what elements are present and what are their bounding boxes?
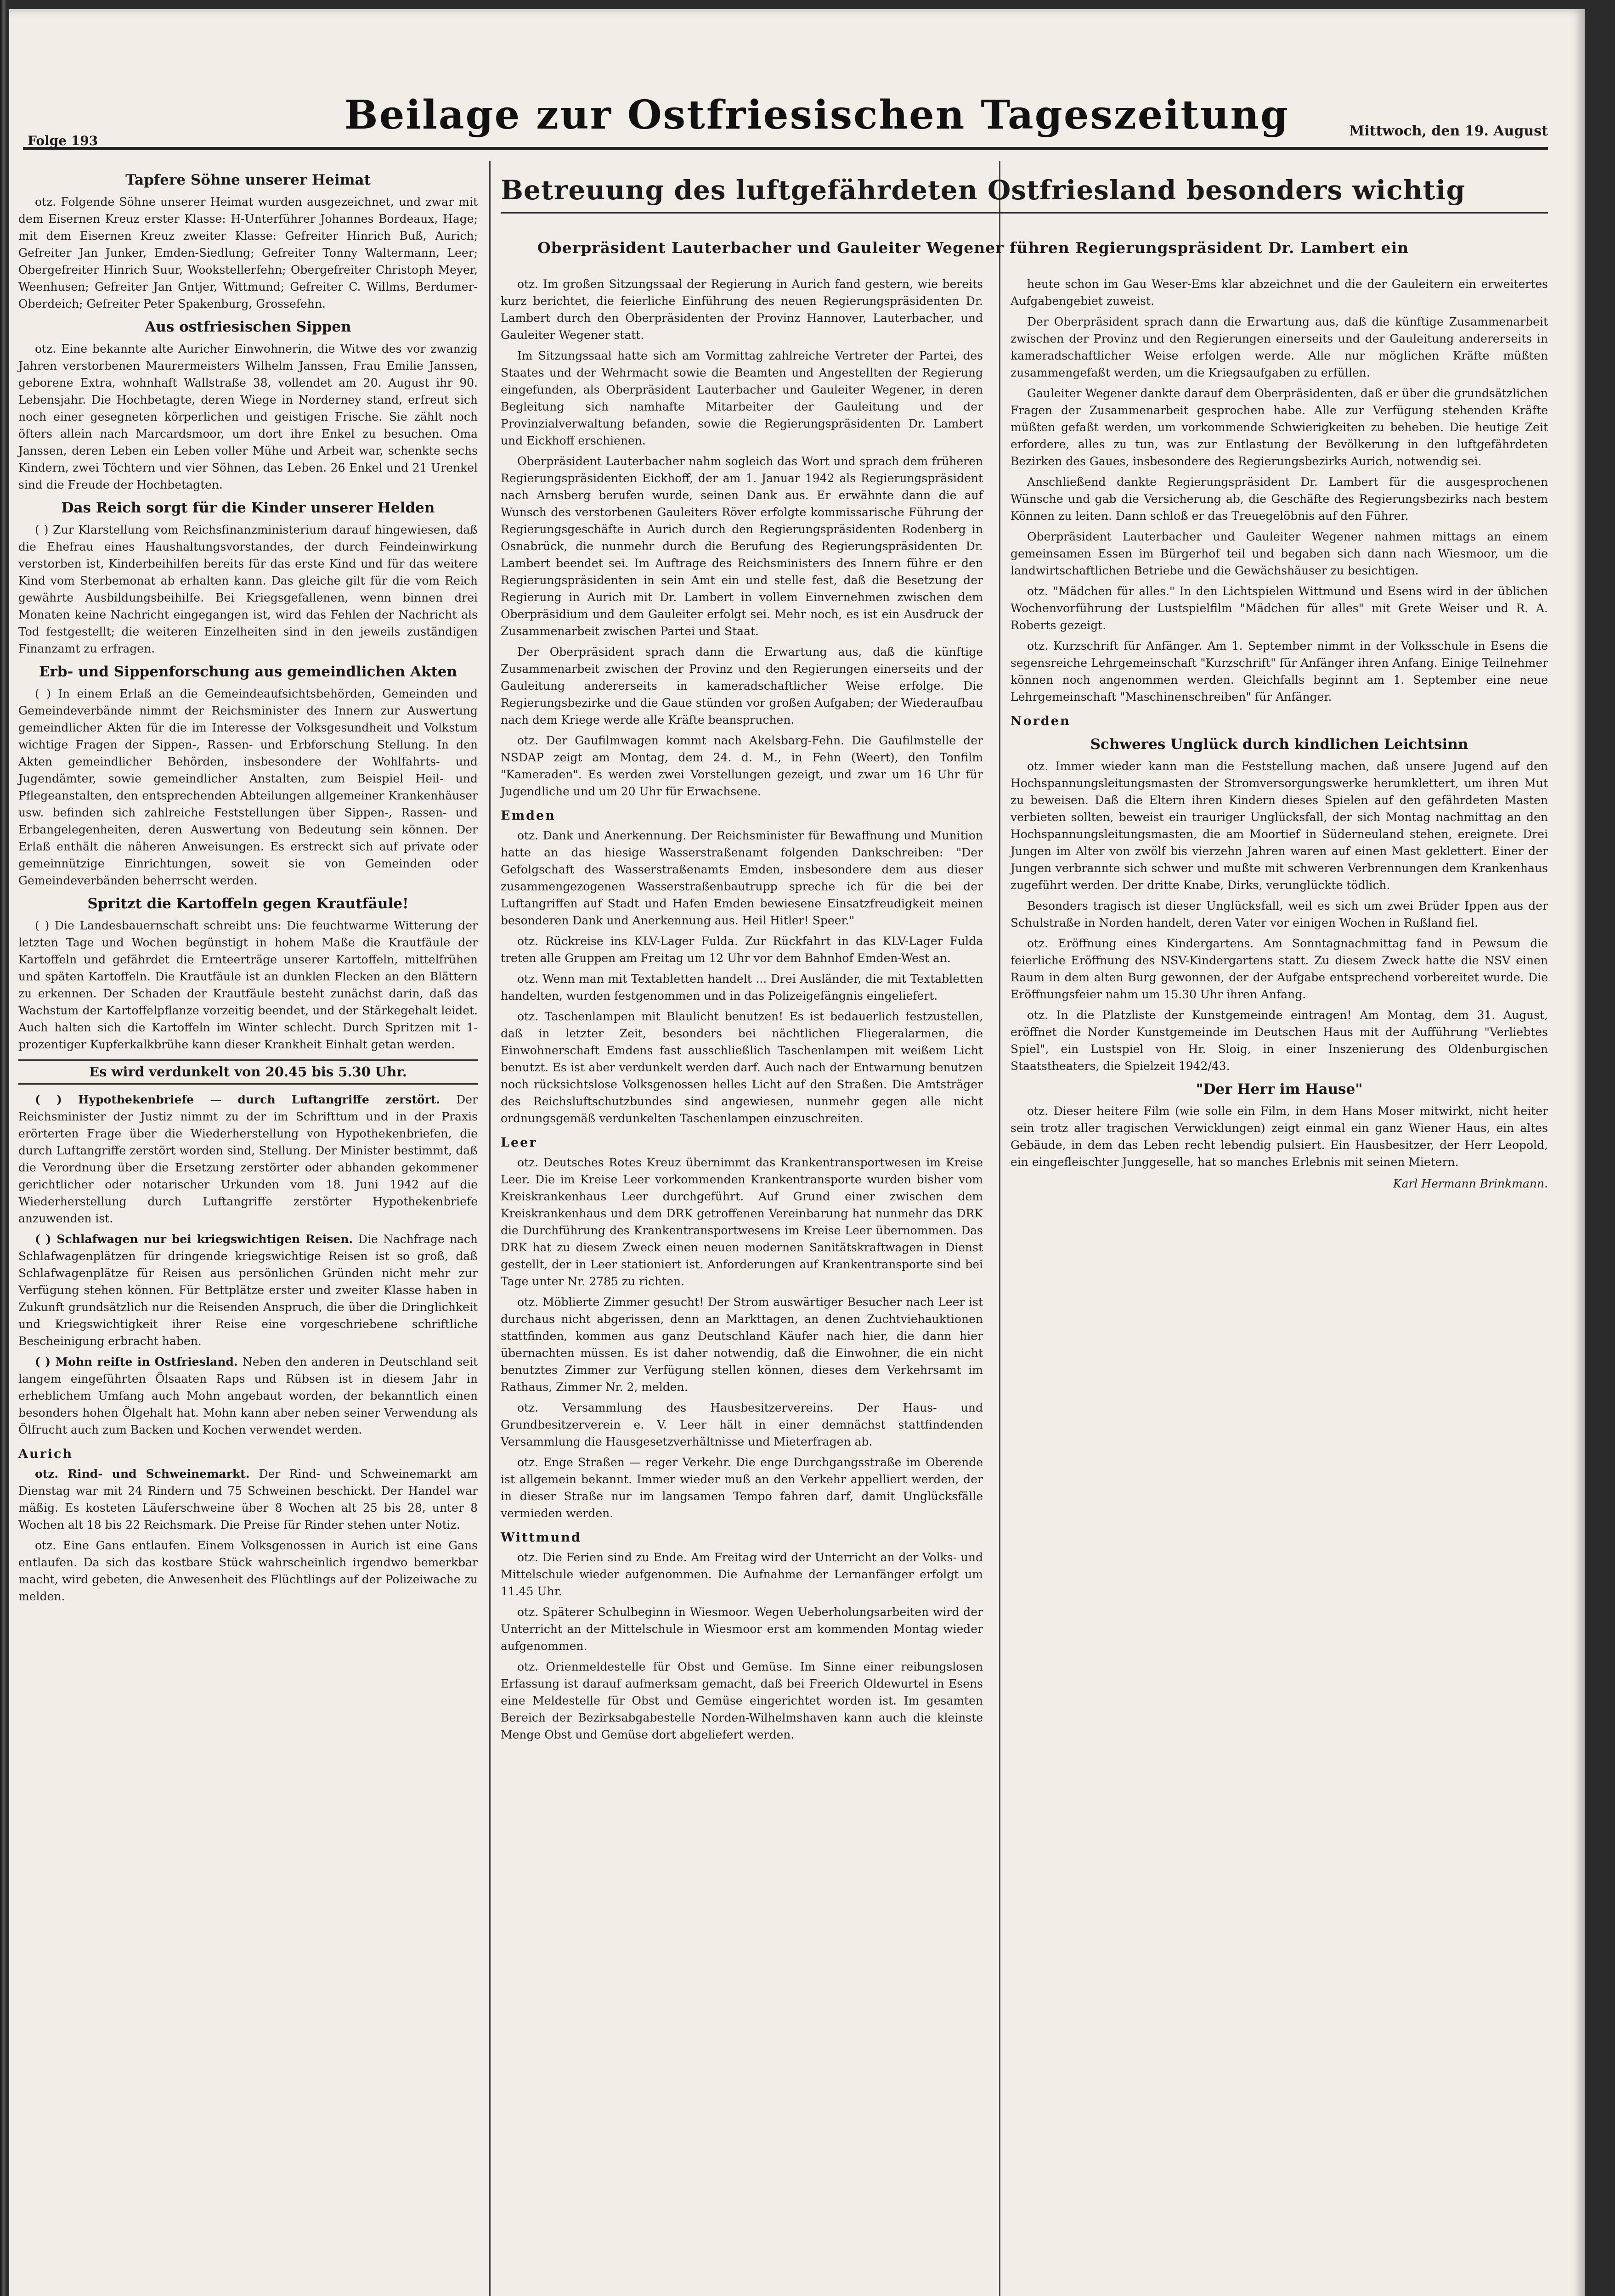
section-title: Aurich xyxy=(18,1447,73,1461)
article-paragraph: ( ) Die Landesbauernschaft schreibt uns: Die feuchtwarme Witterung der letzten Tage und Wochen begünstigt in hohem Maße die Krautfäule der Kartoffeln und gefährdet die Ernteerträge unserer Kartoffeln, mittelfrühen und späten Kartoffeln. Die Krautfäule ist an dunklen Flecken an den Blättern zu erkennen. Der Schaden der Krautfäule besteht zunächst darin, daß das Wachstum der Kartoffelpflanze vorzeitig beendet, und der Stärkegehalt leidet. Auch halten sich die Kartoffeln im Winter schlecht. Durch Spritzen mit 1-prozentiger Kupferkalkbrühe kann dieser Krankheit Einhalt getan werden. xyxy=(18,919,478,1051)
article-lead: ( ) Mohn reifte in Ostfriesland. xyxy=(35,1355,243,1368)
article-headline: Tapfere Söhne unserer Heimat xyxy=(125,172,371,188)
author-signature: Karl Hermann Brinkmann. xyxy=(1393,1177,1548,1190)
article-text: Neben den anderen in Deutschland seit langem eingeführten Ölsaaten Raps und Rübsen ist in diesem Jahr in erheblichem Umfang auch Mohn angebaut worden, der bekanntlich einen besonders hohen Ölgehalt hat. Mohn kann aber neben seiner Verwendung als Ölfrucht auch zum Backen und Kochen verwendet werden. xyxy=(18,1355,478,1436)
center-column xyxy=(501,276,983,1747)
article-text: Der Rind- und Schweinemarkt am Dienstag war mit 24 Rindern und 75 Schweinen beschickt. Der Handel war mäßig. Es kosteten Läuferschweine über 8 Wochen alt 25 bis 28, unter 8 Wochen alt 18 bis 22 Reichsmark. Die Preise für Rinder stehen unter Notiz. xyxy=(18,1467,478,1531)
lead-article-paragraph: heute schon im Gau Weser-Ems klar abzeichnet und die der Gauleitern ein erweitertes Aufgabengebiet zuweist. xyxy=(1011,277,1548,308)
article-headline: Aus ostfriesischen Sippen xyxy=(145,319,351,335)
article-paragraph: otz. Der Gaufilmwagen kommt nach Akelsbarg-Fehn. Die Gaufilmstelle der NSDAP zeigt am Montag, dem 24. d. M., in Fehn (Weert), den Tonfilm "Kameraden". Es werden zwei Vorstellungen gezeigt, und zwar um 16 Uhr für Jugendliche und um 20 Uhr für Erwachsene. xyxy=(501,734,983,798)
column-divider xyxy=(999,161,1000,2296)
article-paragraph xyxy=(18,1465,478,1533)
lead-article-paragraph: Der Oberpräsident sprach dann die Erwartung aus, daß die künftige Zusammenarbeit zwischen der Provinz und den Regierungen einerseits und der Gauleitung andererseits in kameradschaftlicher Weise erfolge. Die Regierungsbezirke und die Gaue stünden vor großen Aufgaben; der Wiederaufbau nach dem Kriege werde alle Kräfte beanspruchen. xyxy=(501,645,983,726)
article-paragraph: otz. Enge Straßen — reger Verkehr. Die enge Durchgangsstraße im Oberende ist allgemein bekannt. Immer wieder muß an den Verkehr appelliert werden, der in dieser Straße nur im langsamen Tempo fahren darf, damit Unglücksfälle vermieden werden. xyxy=(501,1456,983,1520)
article-paragraph: ( ) Zur Klarstellung vom Reichsfinanzministerium darauf hingewiesen, daß die Ehefrau eines Haushaltungsvorstandes, der durch Feindeinwirkung verstorben ist, Kinderbeihilfen bereits für das erste Kind und für das weitere Kind vom Sterbemonat ab erhalten kann. Das gleiche gilt für die vom Reich gewährte Ausbildungsbeihilfe. Bei Kriegsgefallenen, wenn binnen drei Monaten keine Nachricht eingegangen ist, wird das Fehlen der Nachricht als Tod festgestellt; die weiteren Einzelheiten sind in den jeweils zuständigen Finanzamt zu erfragen. xyxy=(18,523,478,655)
article-paragraph: otz. In die Platzliste der Kunstgemeinde eintragen! Am Montag, dem 31. August, eröffnet die Norder Kunstgemeinde im Deutschen Haus mit der Aufführung "Verliebtes Spiel", ein Lustspiel von Hr. Sloig, in einer Inszenierung des Oldenburgischen Staatstheaters, die Spielzeit 1942/43. xyxy=(1011,1008,1548,1073)
article-paragraph xyxy=(18,1353,478,1438)
article-paragraph: otz. Taschenlampen mit Blaulicht benutzen! Es ist bedauerlich festzustellen, daß in letzter Zeit, besonders bei nächtlichen Fliegeralarmen, die Einwohnerschaft Emdens fast ausschließlich Taschenlampen mit weißem Licht benutzt. Es ist aber verdunkelt werden darf. Auch nach der Entwarnung benutzen noch rücksichtslose Volksgenossen helles Licht auf den Straßen. Die Amtsträger des Reichsluftschutzbundes sind angewiesen, nunmehr gegen alle nicht ordnungsgemäß verdunkelten Taschenlampen einzuschreiten. xyxy=(501,1010,983,1125)
lead-article-paragraph: Oberpräsident Lauterbacher und Gauleiter Wegener nahmen mittags an einem gemeinsamen Essen im Bürgerhof teil und begaben sich dann nach Wiesmoor, um die landwirtschaftlichen Betriebe und die Gewächshäuser zu besichtigen. xyxy=(1011,530,1548,577)
article-lead: ( ) Hypothekenbriefe — durch Luftangriffe zerstört. xyxy=(35,1093,457,1106)
article-paragraph: otz. Möblierte Zimmer gesucht! Der Strom auswärtiger Besucher nach Leer ist durchaus nicht abgerissen, denn an Markttagen, an denen Zuchtviehauktionen stattfinden, kommen aus ganz Deutschland Käufer nach hier, die dann hier übernachten müssen. Es ist daher notwendig, daß die Einwohner, die ein nicht benutztes Zimmer zur Verfügung stellen können, dieses dem Verkehrsamt im Rathaus, Zimmer Nr. 2, melden. xyxy=(501,1295,983,1394)
article-headline: Spritzt die Kartoffeln gegen Krautfäule! xyxy=(87,895,409,912)
section-title: Leer xyxy=(501,1136,537,1150)
article-headline: Schweres Unglück durch kindlichen Leichtsinn xyxy=(1090,736,1468,753)
article-headline: "Der Herr im Hause" xyxy=(1196,1081,1363,1097)
left-column xyxy=(18,165,478,1609)
article-paragraph: otz. "Mädchen für alles." In den Lichtspielen Wittmund und Esens wird in der üblichen Wochenvorführung der Lustspielfilm "Mädchen für alles" mit Grete Weiser und R. A. Roberts gezeigt. xyxy=(1011,585,1548,632)
issue-number: Folge 193 xyxy=(28,133,98,148)
article-paragraph: otz. Rückreise ins KLV-Lager Fulda. Zur Rückfahrt in das KLV-Lager Fulda treten alle Gruppen am Freitag um 12 Uhr vor dem Bahnhof Emden-West an. xyxy=(501,934,983,965)
article-paragraph: otz. Kurzschrift für Anfänger. Am 1. September nimmt in der Volksschule in Esens die segensreiche Lehrgemeinschaft "Kurzschrift" für Anfänger ihren Anfang. Einige Teilnehmer können noch angenommen werden. Gleichfalls beginnt am 1. September eine neue Lehrgemeinschaft "Maschinenschreiben" für Anfänger. xyxy=(1011,639,1548,703)
right-column xyxy=(1011,276,1548,1192)
masthead xyxy=(23,83,1548,150)
section-title: Emden xyxy=(501,809,556,823)
article-paragraph: otz. Wenn man mit Textabletten handelt ... Drei Ausländer, die mit Textabletten handelten, wurden festgenommen und in das Polizeigefängnis eingeliefert. xyxy=(501,972,983,1002)
article-paragraph: otz. Immer wieder kann man die Feststellung machen, daß unsere Jugend auf den Hochspannungsleitungsmasten der Stromversorgungswerke herumklettert, um ihren Mut zu beweisen. Daß die Eltern ihren Kindern dieses Spielen auf den gefährdeten Masten verbieten sollten, beweist ein trauriger Unglücksfall, der sich Montag nachmittag an den Hochspannungsleitungsmasten, die am Moortief in Süderneuland stehen, ereignete. Drei Jungen im Alter von zwölf bis vierzehn Jahren waren auf einen Mast geklettert. Einer der Jungen verbrannte sich schwer und mußte mit schweren Verbrennungen dem Krankenhaus zugeführt werden. Der dritte Knabe, Dirks, verunglückte tödlich. xyxy=(1011,760,1548,892)
article-headline: Erb- und Sippenforschung aus gemeindlichen Akten xyxy=(39,664,457,680)
article-paragraph: otz. Eröffnung eines Kindergartens. Am Sonntagnachmittag fand in Pewsum die feierliche Eröffnung des NSV-Kindergartens statt. Zu diesem Zweck hatte die NSV einen Raum in dem alten Burg gewonnen, der der Aufgabe entsprechend vorbereitet wurde. Die Eröffnungsfeier nahm um 15.30 Uhr ihren Anfang. xyxy=(1011,937,1548,1001)
lead-subhead: Oberpräsident Lauterbacher und Gauleiter Wegener führen Regierungspräsident Dr. Lambert ein xyxy=(537,239,1409,257)
issue-date: Mittwoch, den 19. August xyxy=(1349,123,1548,139)
article-paragraph: otz. Eine Gans entlaufen. Einem Volksgenossen in Aurich ist eine Gans entlaufen. Da sich das kostbare Stück wahrscheinlich irgendwo bemerkbar macht, wird gebeten, die Anwesenheit des Flüchtlings auf der Polizeiwache zu melden. xyxy=(18,1539,478,1603)
article-paragraph: otz. Dieser heitere Film (wie solle ein Film, in dem Hans Moser mitwirkt, nicht heiter sein trotz aller tragischen Verwicklungen) zeigt einmal ein ganz Wiener Haus, ein altes Gebäude, in dem das Leben recht lebendig pulsiert. Ein Hausbesitzer, der Herr Leopold, ein eingefleischter Junggeselle, hat so manches Erlebnis mit seinen Mietern. xyxy=(1011,1104,1548,1169)
article-paragraph: otz. Die Ferien sind zu Ende. Am Freitag wird der Unterricht an der Volks- und Mittelschule wieder aufgenommen. Die Aufnahme der Lernanfänger erfolgt um 11.45 Uhr. xyxy=(501,1551,983,1598)
section-title: Wittmund xyxy=(501,1531,582,1545)
lead-headline: Betreuung des luftgefährdeten Ostfriesland besonders wichtig xyxy=(501,174,1548,214)
article-paragraph: otz. Deutsches Rotes Kreuz übernimmt das Krankentransportwesen im Kreise Leer. Die im Kreise Leer vorkommenden Krankentransporte wurden bisher vom Kreiskrankenhaus Leer durchgeführt. Auf Grund einer zwischen dem Kreiskrankenhaus und dem DRK getroffenen Vereinbarung hat nunmehr das DRK die Durchführung des Krankentransportwesens im Kreise Leer übernommen. Das DRK hat zu diesem Zweck einen neuen modernen Sanitätskraftwagen in Dienst gestellt, der in Leer stationiert ist. Anforderungen auf Krankentransporte sind bei Tage unter Nr. 2785 zu richten. xyxy=(501,1156,983,1288)
lead-article-paragraph: Im Sitzungssaal hatte sich am Vormittag zahlreiche Vertreter der Partei, des Staates und der Wehrmacht sowie die Beamten und Angestellten der Regierung eingefunden, als Oberpräsident Lauterbacher und Gauleiter Wegener, in deren Begleitung sich namhafte Mitarbeiter der Gauleitung und der Provinzialverwaltung befanden, sowie die Regierungspräsidenten Dr. Lambert und Eickhoff erschienen. xyxy=(501,349,983,447)
section-title: Norden xyxy=(1011,714,1071,728)
lead-article-paragraph: Der Oberpräsident sprach dann die Erwartung aus, daß die künftige Zusammenarbeit zwischen der Provinz und den Regierungen einerseits und der Gauleitung andererseits in kameradschaftlicher Weise erfolgen werde. Alle nur möglichen Kräfte müßten zusammengefaßt werden, um die Kriegsaufgaben zu erfüllen. xyxy=(1011,315,1548,379)
article-paragraph: otz. Späterer Schulbeginn in Wiesmoor. Wegen Ueberholungsarbeiten wird der Unterricht an der Mittelschule in Wiesmoor erst am kommenden Montag wieder aufgenommen. xyxy=(501,1605,983,1653)
column-divider xyxy=(489,161,491,2296)
article-paragraph: otz. Dank und Anerkennung. Der Reichsminister für Bewaffnung und Munition hatte an das hiesige Wasserstraßenamt folgenden Dankschreiben: "Der Gefolgschaft des Wasserstraßenamts Emden, insbesondere dem aus dieser zusammengezogenen Wasserstraßenbautrupp spreche ich für die bei der Luftangriffen auf Stadt und Hafen Emden bewiesene Einsatzfreudigkeit meinen besonderen Dank und Anerkennung aus. Heil Hitler! Speer." xyxy=(501,829,983,927)
blackout-notice: Es wird verdunkelt von 20.45 bis 5.30 Uhr. xyxy=(18,1059,478,1085)
article-headline: Das Reich sorgt für die Kinder unserer Helden xyxy=(61,500,435,516)
article-paragraph: otz. Folgende Söhne unserer Heimat wurden ausgezeichnet, und zwar mit dem Eisernen Kreuz erster Klasse: H-Unterführer Johannes Bordeaux, Hage; mit dem Eisernen Kreuz zweiter Klasse: Gefreiter Hinrich Buß, Aurich; Gefreiter Jan Junker, Emden-Siedlung; Gefreiter Tonny Waltermann, Leer; Obergefreiter Hinrich Suur, Wookstellerfehn; Obergefreiter Christoph Meyer, Weenhusen; Gefreiter Jan Gntjer, Wittmund; Gefreiter C. Willms, Berdumer-Oberdeich; Gefreiter Peter Spakenburg, Grossefehn. xyxy=(18,195,478,310)
article-lead: ( ) Schlafwagen nur bei kriegswichtigen Reisen. xyxy=(35,1232,358,1246)
lead-article-paragraph: Gauleiter Wegener dankte darauf dem Oberpräsidenten, daß er über die grundsätzlichen Fragen der Zusammenarbeit gesprochen habe. Alle zur Verfügung stehenden Kräfte müßten gefaßt werden, um vorkommende Schwierigkeiten zu beheben. Die heutige Zeit erfordere, alles zu tun, was zur Entlastung der Bevölkerung in den luftgefährdeten Bezirken des Gaues, insbesondere des Regierungsbezirks Aurich, notwendig sei. xyxy=(1011,387,1548,468)
lead-article-paragraph: Oberpräsident Lauterbacher nahm sogleich das Wort und sprach dem früheren Regierungspräsidenten Eickhoff, der am 1. Januar 1942 als Regierungspräsident nach Arnsberg berufen wurde, seinen Dank aus. Er erwähnte dann die auf Wunsch des verstorbenen Gauleiters Röver erfolgte kommissarische Führung der Regierungsgeschäfte in Aurich durch den Regierungspräsidenten Rodenberg in Osnabrück, die nunmehr durch die Berufung des Regierungspräsidenten Dr. Lambert beendet sei. Im Auftrage des Reichsministers des Innern führe er den Regierungspräsidenten in sein Amt ein und stelle fest, daß die Besetzung der Regierung in Aurich mit Dr. Lambert in vollem Einvernehmen zwischen dem Oberpräsidium und dem Gauleiter erfolgt sei. Mehr noch, es ist ein Ausdruck der Zusammenarbeit zwischen Partei und Staat. xyxy=(501,455,983,638)
article-lead: otz. Rind- und Schweinemarkt. xyxy=(35,1467,259,1480)
article-paragraph xyxy=(18,1091,478,1227)
newspaper-title: Beilage zur Ostfriesischen Tageszeitung xyxy=(344,92,1290,138)
article-text: Der Reichsminister der Justiz nimmt zu der im Schrifttum und in der Praxis erörterten Frage über die Wiederherstellung von Hypothekenbriefen, die durch Luftangriffe zerstört worden sind, Stellung. Der Minister bestimmt, daß die Verordnung über die Ersetzung zerstörter oder abhanden gekommener gerichtlicher oder notarischer Urkunden vom 18. Juni 1942 auf die Wiederherstellung durch Luftangriffe zerstörter Hypothekenbriefe anzuwenden ist. xyxy=(18,1093,478,1225)
article-paragraph: otz. Orienmeldestelle für Obst und Gemüse. Im Sinne einer reibungslosen Erfassung ist darauf aufmerksam gemacht, daß bei Freerich Oldewurtel in Esens eine Meldestelle für Obst und Gemüse eingerichtet worden ist. Im gesamten Bereich der Bezirksabgabestelle Norden-Wilhelmshaven kann auch die kleinste Menge Obst und Gemüse dort abgeliefert werden. xyxy=(501,1660,983,1741)
article-text: Die Nachfrage nach Schlafwagenplätzen für dringende kriegswichtige Reisen ist so groß, daß Schlafwagenplätze für Reisen aus persönlichen Gründen nicht mehr zur Verfügung stehen können. Für Bettplätze erster und zweiter Klasse haben in Zukunft grundsätzlich nur die Reisenden Anspruch, die über die Dringlichkeit und Kriegswichtigkeit ihrer Reise eine vorgeschriebene schriftliche Bescheinigung erbracht haben. xyxy=(18,1232,478,1348)
lead-article-paragraph: Anschließend dankte Regierungspräsident Dr. Lambert für die ausgesprochenen Wünsche und gab die Versicherung ab, die Geschäfte des Regierungsbezirks nach bestem Können zu leiten. Dann schloß er das Treuegelöbnis auf den Führer. xyxy=(1011,475,1548,523)
article-paragraph xyxy=(18,1231,478,1350)
article-paragraph: ( ) In einem Erlaß an die Gemeindeaufsichtsbehörden, Gemeinden und Gemeindeverbände nimmt der Reichsminister des Innern zur Auswertung gemeindlicher Akten für die im Interesse der Volksgesundheit und Volkstum wichtige Fragen der Sippen-, Rassen- und Erbforschung Stellung. In den Akten gemeindlicher Behörden, insbesondere der Wohlfahrts- und Jugendämter, sowie gemeindlicher Anstalten, zum Beispiel Heil- und Pflegeanstalten, den entsprechenden Abteilungen allgemeiner Krankenhäuser usw. befinden sich zahlreiche Feststellungen über Sippen-, Rassen- und Erbangelegenheiten, deren Auswertung von Bedeutung sein können. Der Erlaß enthält die näheren Anweisungen. Es erstreckt sich auf private oder gemeinnützige Einrichtungen, soweit sie von Gemeinden oder Gemeindeverbänden beherrscht werden. xyxy=(18,687,478,887)
article-paragraph: Besonders tragisch ist dieser Unglücksfall, weil es sich um zwei Brüder Ippen aus der Schulstraße in Norden handelt, deren Vater vor einigen Wochen in Rußland fiel. xyxy=(1011,899,1548,929)
book-spine xyxy=(0,0,7,2296)
article-paragraph: otz. Eine bekannte alte Auricher Einwohnerin, die Witwe des vor zwanzig Jahren verstorbenen Maurermeisters Wilhelm Janssen, Frau Emilie Janssen, geborene Extra, wohnhaft Wallstraße 38, vollendet am 20. August ihr 90. Lebensjahr. Die Hochbetagte, deren Wiege in Norderney stand, erfreut sich noch einer gesegneten körperlichen und geistigen Frische. Sie zählt noch öfters allein nach Marcardsmoor, um dort ihre Enkel zu besuchen. Oma Janssen, deren Leben ein Leben voller Mühe und Arbeit war, schenkte sechs Kindern, zwei Töchtern und vier Söhnen, das Leben. 26 Enkel und 21 Urenkel sind die Freude der Hochbetagten. xyxy=(18,342,478,491)
article-paragraph: otz. Versammlung des Hausbesitzervereins. Der Haus- und Grundbesitzerverein e. V. Leer hält in einer demnächst stattfindenden Versammlung die Hausgesetzverhältnisse und Mieterfragen ab. xyxy=(501,1401,983,1448)
lead-article-paragraph: otz. Im großen Sitzungssaal der Regierung in Aurich fand gestern, wie bereits kurz berichtet, die feierliche Einführung des neuen Regierungspräsidenten Dr. Lambert durch den Oberpräsidenten der Provinz Hannover, Lauterbacher, und Gauleiter Wegener statt. xyxy=(501,277,983,342)
